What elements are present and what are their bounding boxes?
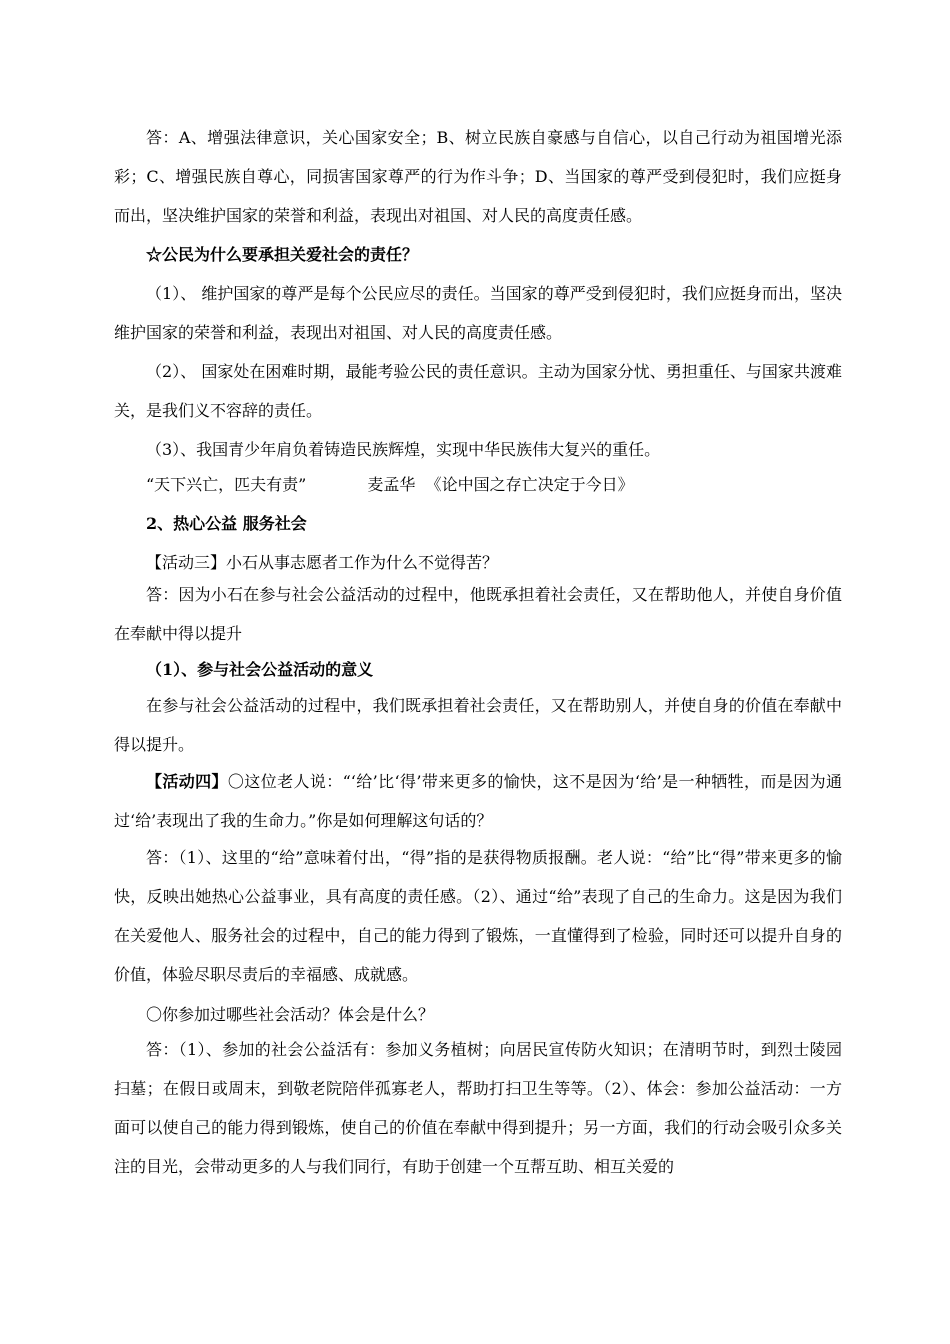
answer-5: 答：（1）、参加的社会公益活有：参加义务植树；向居民宣传防火知识；在清明节时，到烈士陵园扫墓；在假日或周末，到敬老院陪伴孤寡老人，帮助打扫卫生等等。（2）、体会：参加公益活动：一方面可以使自己的能力得到锻炼，使自己的价值在奉献中得到提升；另一方面，我们的行动会吸引众多关注的目光，会带动更多的人与我们同行，有助于创建一个互帮互助、相互关爱的 [114, 1040, 842, 1176]
section-heading-2: 2、热心公益 服务社会 [146, 514, 307, 533]
activity-4-question [114, 762, 842, 840]
answer-paragraph-1: 答：A、增强法律意识，关心国家安全；B、树立民族自豪感与自信心，以自己行动为祖国增光添彩；C、增强民族自尊心，同损害国家尊严的行为作斗争；D、当国家的尊严受到侵犯时，我们应挺身而出，坚决维护国家的荣誉和利益，表现出对祖国、对人民的高度责任感。 [114, 128, 842, 225]
reason-3: （3）、我国青少年肩负着铸造民族辉煌，实现中华民族伟大复兴的重任。 [146, 440, 661, 459]
reason-2: （2）、 国家处在困难时期，最能考验公民的责任意识。主动为国家分忧、勇担重任、与国家共渡难关，是我们义不容辞的责任。 [114, 362, 842, 420]
activity-4-answer: 答：（1）、这里的“给”意味着付出，“得”指的是获得物质报酬。老人说：“给”比“得”带来更多的愉快，反映出她热心公益事业，具有高度的责任感。（2）、通过“给”表现了自己的生命力。这是因为我们在关爱他人、服务社会的过程中，自己的能力得到了锻炼，一直懂得到了检验，同时还可以提升自身的价值，体验尽职尽责后的幸福感、成就感。 [114, 848, 842, 984]
meaning-paragraph: 在参与社会公益活动的过程中，我们既承担着社会责任，又在帮助别人，并使自身的价值在奉献中得以提升。 [114, 696, 842, 754]
activity-4-label: 【活动四】 [146, 772, 228, 791]
activity-3-question: 【活动三】小石从事志愿者工作为什么不觉得苦？ [146, 553, 499, 572]
question-5: 〇你参加过哪些社会活动？体会是什么？ [146, 1005, 435, 1024]
activity-4-text: 〇这位老人说：“‘给’比‘得’带来更多的愉快，这不是因为‘给’是一种牺牲，而是因为通过‘给’表现出了我的生命力。”你是如何理解这句话的？ [114, 772, 842, 830]
subheading-meaning: （1）、参与社会公益活动的意义 [146, 660, 374, 679]
reason-1: （1）、 维护国家的尊严是每个公民应尽的责任。当国家的尊严受到侵犯时，我们应挺身而出，坚决维护国家的荣誉和利益，表现出对祖国、对人民的高度责任感。 [114, 284, 842, 342]
heading-why-responsibility: ☆公民为什么要承担关爱社会的责任？ [146, 245, 419, 264]
activity-3-answer: 答：因为小石在参与社会公益活动的过程中，他既承担着社会责任，又在帮助他人，并使自身价值在奉献中得以提升 [114, 585, 842, 643]
quote-line: “天下兴亡，匹夫有责” 麦孟华 《论中国之存亡决定于今日》 [146, 475, 634, 494]
